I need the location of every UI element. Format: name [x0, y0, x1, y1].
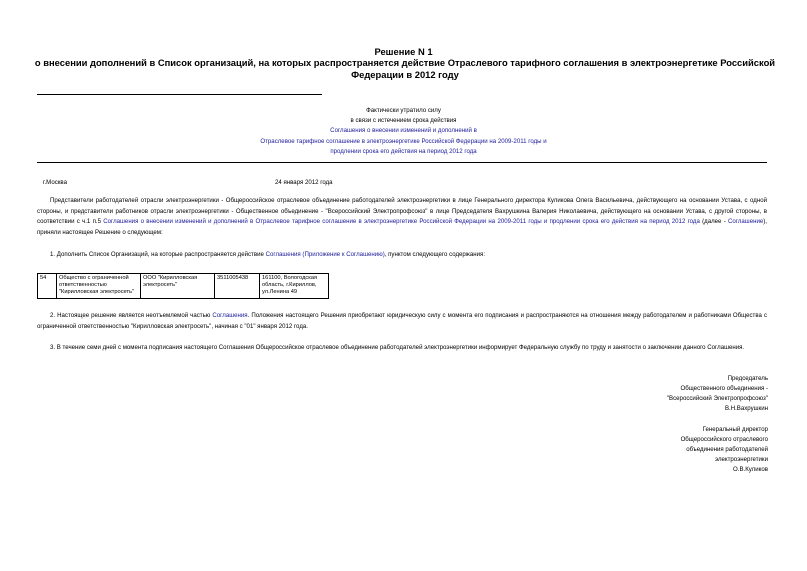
table-row — [38, 274, 329, 299]
item-2-text-after: . Положения настоящего Решения приобретают юридическую силу с момента его подписания и распространяются на отношения между работодателем и работниками Общества с ограниченной ответственностью "Кирилловская электросеть", начиная с "01" января 2012 года. — [37, 312, 767, 330]
intro-text-mid: (далее - — [699, 218, 728, 226]
table-cell-number: 54 — [38, 274, 57, 299]
item-1-text-before: 1. Дополнить Список Организаций, на которые распространяется действие — [50, 251, 266, 258]
table-cell-address: 161100, Вологодская область, г.Кириллов, ул.Ленина 49 — [260, 274, 329, 299]
place: г.Москва — [43, 179, 67, 186]
signature-chair-name: В.Н.Вахрушкин — [724, 405, 768, 412]
signature-chair-line-2: Общественного объединения - — [680, 385, 768, 392]
item-1-paragraph — [37, 250, 767, 261]
item-3-paragraph: 3. В течение семи дней с момента подписания настоящего Соглашения Общероссийское отраслевое объединение работодателей электроэнергетики информирует Федеральную службу по труду и занятости о заключении данного Соглашения. — [50, 344, 745, 351]
status-note-line-1: Фактически утратило силу — [366, 107, 441, 114]
status-note-line-2: в связи с истечением срока действия — [350, 117, 457, 124]
status-link-line-2[interactable]: Отраслевое тарифное соглашение в электроэнергетике Российской Федерации на 2009-2011 годы и — [260, 138, 547, 145]
table-cell-full-name: Общество с ограниченной ответственностью "Кирилловская электросеть" — [57, 274, 141, 299]
agreement-link-2[interactable]: Соглашения — [212, 312, 248, 319]
agreement-link[interactable]: Соглашения о внесении изменений и дополнений в Отраслевое тарифное соглашение в электроэнергетике Российской Федерации на 2009-2011 годы и продлении срока его действия на период 2012 года — [103, 218, 700, 226]
title-line-2: о внесении дополнений в Список организаций, на которых распространяется действие Отраслевого тарифного соглашения в электроэнергетике Российской Федерации в 2012 году — [34, 57, 776, 80]
divider-bottom — [37, 162, 767, 163]
organization-table — [37, 273, 329, 299]
intro-text-after: ), приняли настоящее Решение о следующем: — [37, 218, 767, 236]
agreement-short-link[interactable]: Соглашение — [727, 218, 764, 226]
signature-director-line-2: Общероссийского отраслевого — [680, 436, 768, 443]
signature-chair-line-3: "Всероссийский Электропрофсоюз" — [666, 395, 768, 402]
intro-text-before: Представители работодателей отрасли электроэнергетики - Общероссийское отраслевое объединение работодателей электроэнергетики в лице Генерального директора Куликова Олега Васильевича, действующего на основании Устава, с одной стороны, и представители работников отрасли электроэнергетики - Общественное объединение - "Всероссийский Электропрофсоюз" в лице Председателя Вахрушкина Валерия Николаевича, действующего на основании Устава, с другой стороны, в соответствии с ч.1 п.5 — [37, 197, 767, 226]
item-2-text-before: 2. Настоящее решение является неотъемлемой частью — [50, 312, 213, 319]
signature-director-line-4: электроэнергетики — [714, 456, 768, 463]
status-link-line-3[interactable]: продлении срока его действия на период 2012 года — [330, 148, 477, 155]
table-cell-short-name: ООО "Кирилловская электросеть" — [141, 274, 215, 299]
intro-paragraph — [37, 196, 767, 238]
table-cell-inn: 3511005438 — [215, 274, 260, 299]
date: 24 января 2012 года — [275, 179, 333, 186]
status-link-line-1[interactable]: Соглашения о внесении изменений и дополнений в — [330, 127, 477, 134]
signature-director-line-3: объединения работодателей — [686, 446, 768, 453]
item-1-text-after: , пунктом следующего содержания: — [384, 251, 486, 258]
item-2-paragraph — [37, 311, 767, 332]
divider-top — [37, 94, 322, 95]
appendix-link[interactable]: Соглашения (Приложение к Соглашению) — [265, 251, 385, 258]
signature-chair-line-1: Председатель — [727, 375, 768, 382]
signature-director-line-1: Генеральный директор — [702, 426, 768, 433]
signature-director-name: О.В.Куликов — [733, 466, 768, 473]
title-line-1: Решение N 1 — [374, 46, 433, 57]
